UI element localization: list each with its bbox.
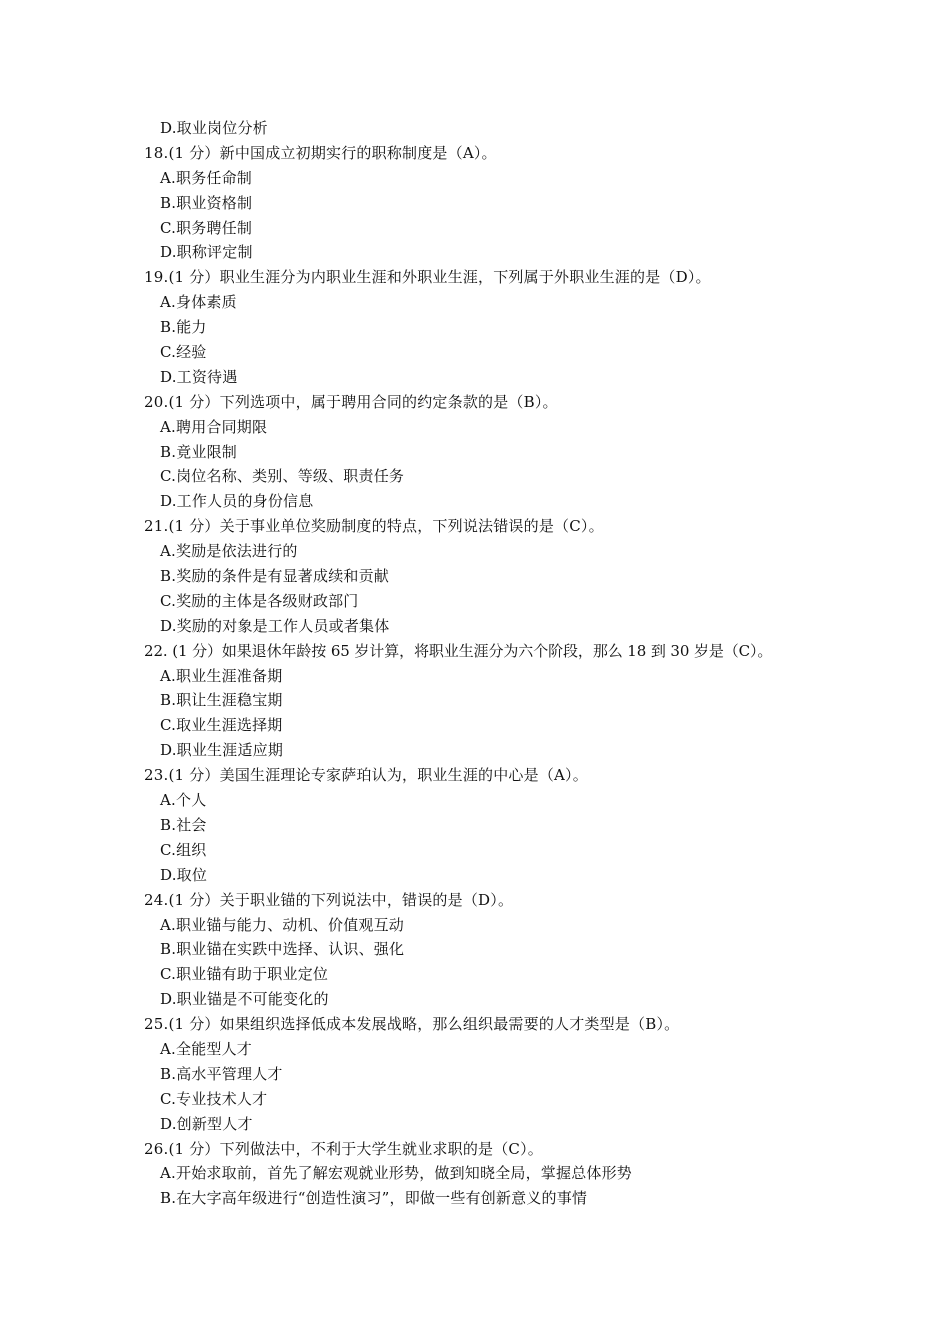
option-line: C.组织	[160, 840, 207, 859]
option-line: B.在大字高年级进行“创造性演习”，即做一些有创新意义的事情	[160, 1189, 588, 1208]
option-line: B.高水平管理人才	[160, 1064, 283, 1083]
option-line: C.专业技术人才	[160, 1089, 268, 1108]
option-line: B.竟业限制	[160, 442, 237, 461]
option-line: A.奖励是依法进行的	[160, 542, 298, 561]
question-line: 26.(1 分）下列做法中，不利于大学生就业求职的是（C）。	[144, 1139, 543, 1158]
option-line: D.职称评定制	[160, 243, 253, 262]
option-line: A.个人	[160, 791, 207, 810]
option-line: D.创新型人才	[160, 1114, 253, 1133]
question-line: 25.(1 分）如果组织选择低成本发展战略，那么组织最需要的人才类型是（B）。	[144, 1015, 680, 1034]
option-line: A.职业锚与能力、动机、价值观互动	[160, 915, 405, 934]
option-line: A.聘用合同期限	[160, 417, 268, 436]
option-line: B.社会	[160, 815, 207, 834]
question-line: 23.(1 分）美国生涯理论专家萨珀认为，职业生涯的中心是（A）。	[144, 766, 588, 785]
option-line: B.奖励的条件是有显著成续和贡献	[160, 567, 389, 586]
option-line: B.职让生涯稳宝期	[160, 691, 283, 710]
option-line: A.职业生涯准备期	[160, 666, 283, 685]
option-line: D.职业锚是不可能变化的	[160, 990, 329, 1009]
option-line: D.取业岗位分析	[160, 119, 268, 137]
question-line: 22. (1 分）如果退休年龄按 65 岁计算，将职业生涯分为六个阶段，那么 18 到 30 岁是（C）。	[144, 641, 773, 660]
option-line: D.工作人员的身份信息	[160, 492, 314, 511]
option-line: C.职务聘任制	[160, 218, 253, 237]
option-line: B.能力	[160, 318, 207, 337]
question-line: 24.(1 分）关于职业锚的下列说法中，错误的是（D）。	[144, 890, 514, 909]
question-line: 20.(1 分）下列选项中，属于聘用合同的约定条款的是（B）。	[144, 392, 558, 411]
option-line: A.职务任命制	[160, 168, 253, 187]
option-line: C.职业锚有助于职业定位	[160, 965, 329, 984]
question-line: 21.(1 分）关于事业单位奖励制度的特点，下列说法错误的是（C）。	[144, 517, 604, 536]
document-page	[0, 116, 950, 1211]
option-line: C.取业生涯选择期	[160, 716, 283, 735]
option-line: A.身体素质	[160, 293, 237, 312]
option-line: C.奖励的主体是各级财政部门	[160, 591, 359, 610]
option-line: B.职业资格制	[160, 193, 253, 212]
question-line: 18.(1 分）新中国成立初期实行的职称制度是（A）。	[144, 143, 497, 162]
option-line: A.开始求取前，首先了解宏观就业形势，做到知晓全局，掌握总体形势	[160, 1164, 633, 1183]
question-line: 19.(1 分）职业生涯分为内职业生涯和外职业生涯，下列属于外职业生涯的是（D）。	[144, 268, 711, 287]
option-line: D.取位	[160, 865, 208, 884]
option-line: D.工资待遇	[160, 367, 238, 386]
option-line: A.全能型人才	[160, 1039, 253, 1058]
option-line: C.经验	[160, 343, 207, 362]
option-line: D.奖励的对象是工作人员或者集体	[160, 616, 390, 635]
option-line: C.岗位名称、类别、等级、职责任务	[160, 467, 405, 486]
option-line: D.职业生涯适应期	[160, 741, 284, 760]
option-line: B.职业锚在实跌中选择、认识、强化	[160, 940, 405, 959]
